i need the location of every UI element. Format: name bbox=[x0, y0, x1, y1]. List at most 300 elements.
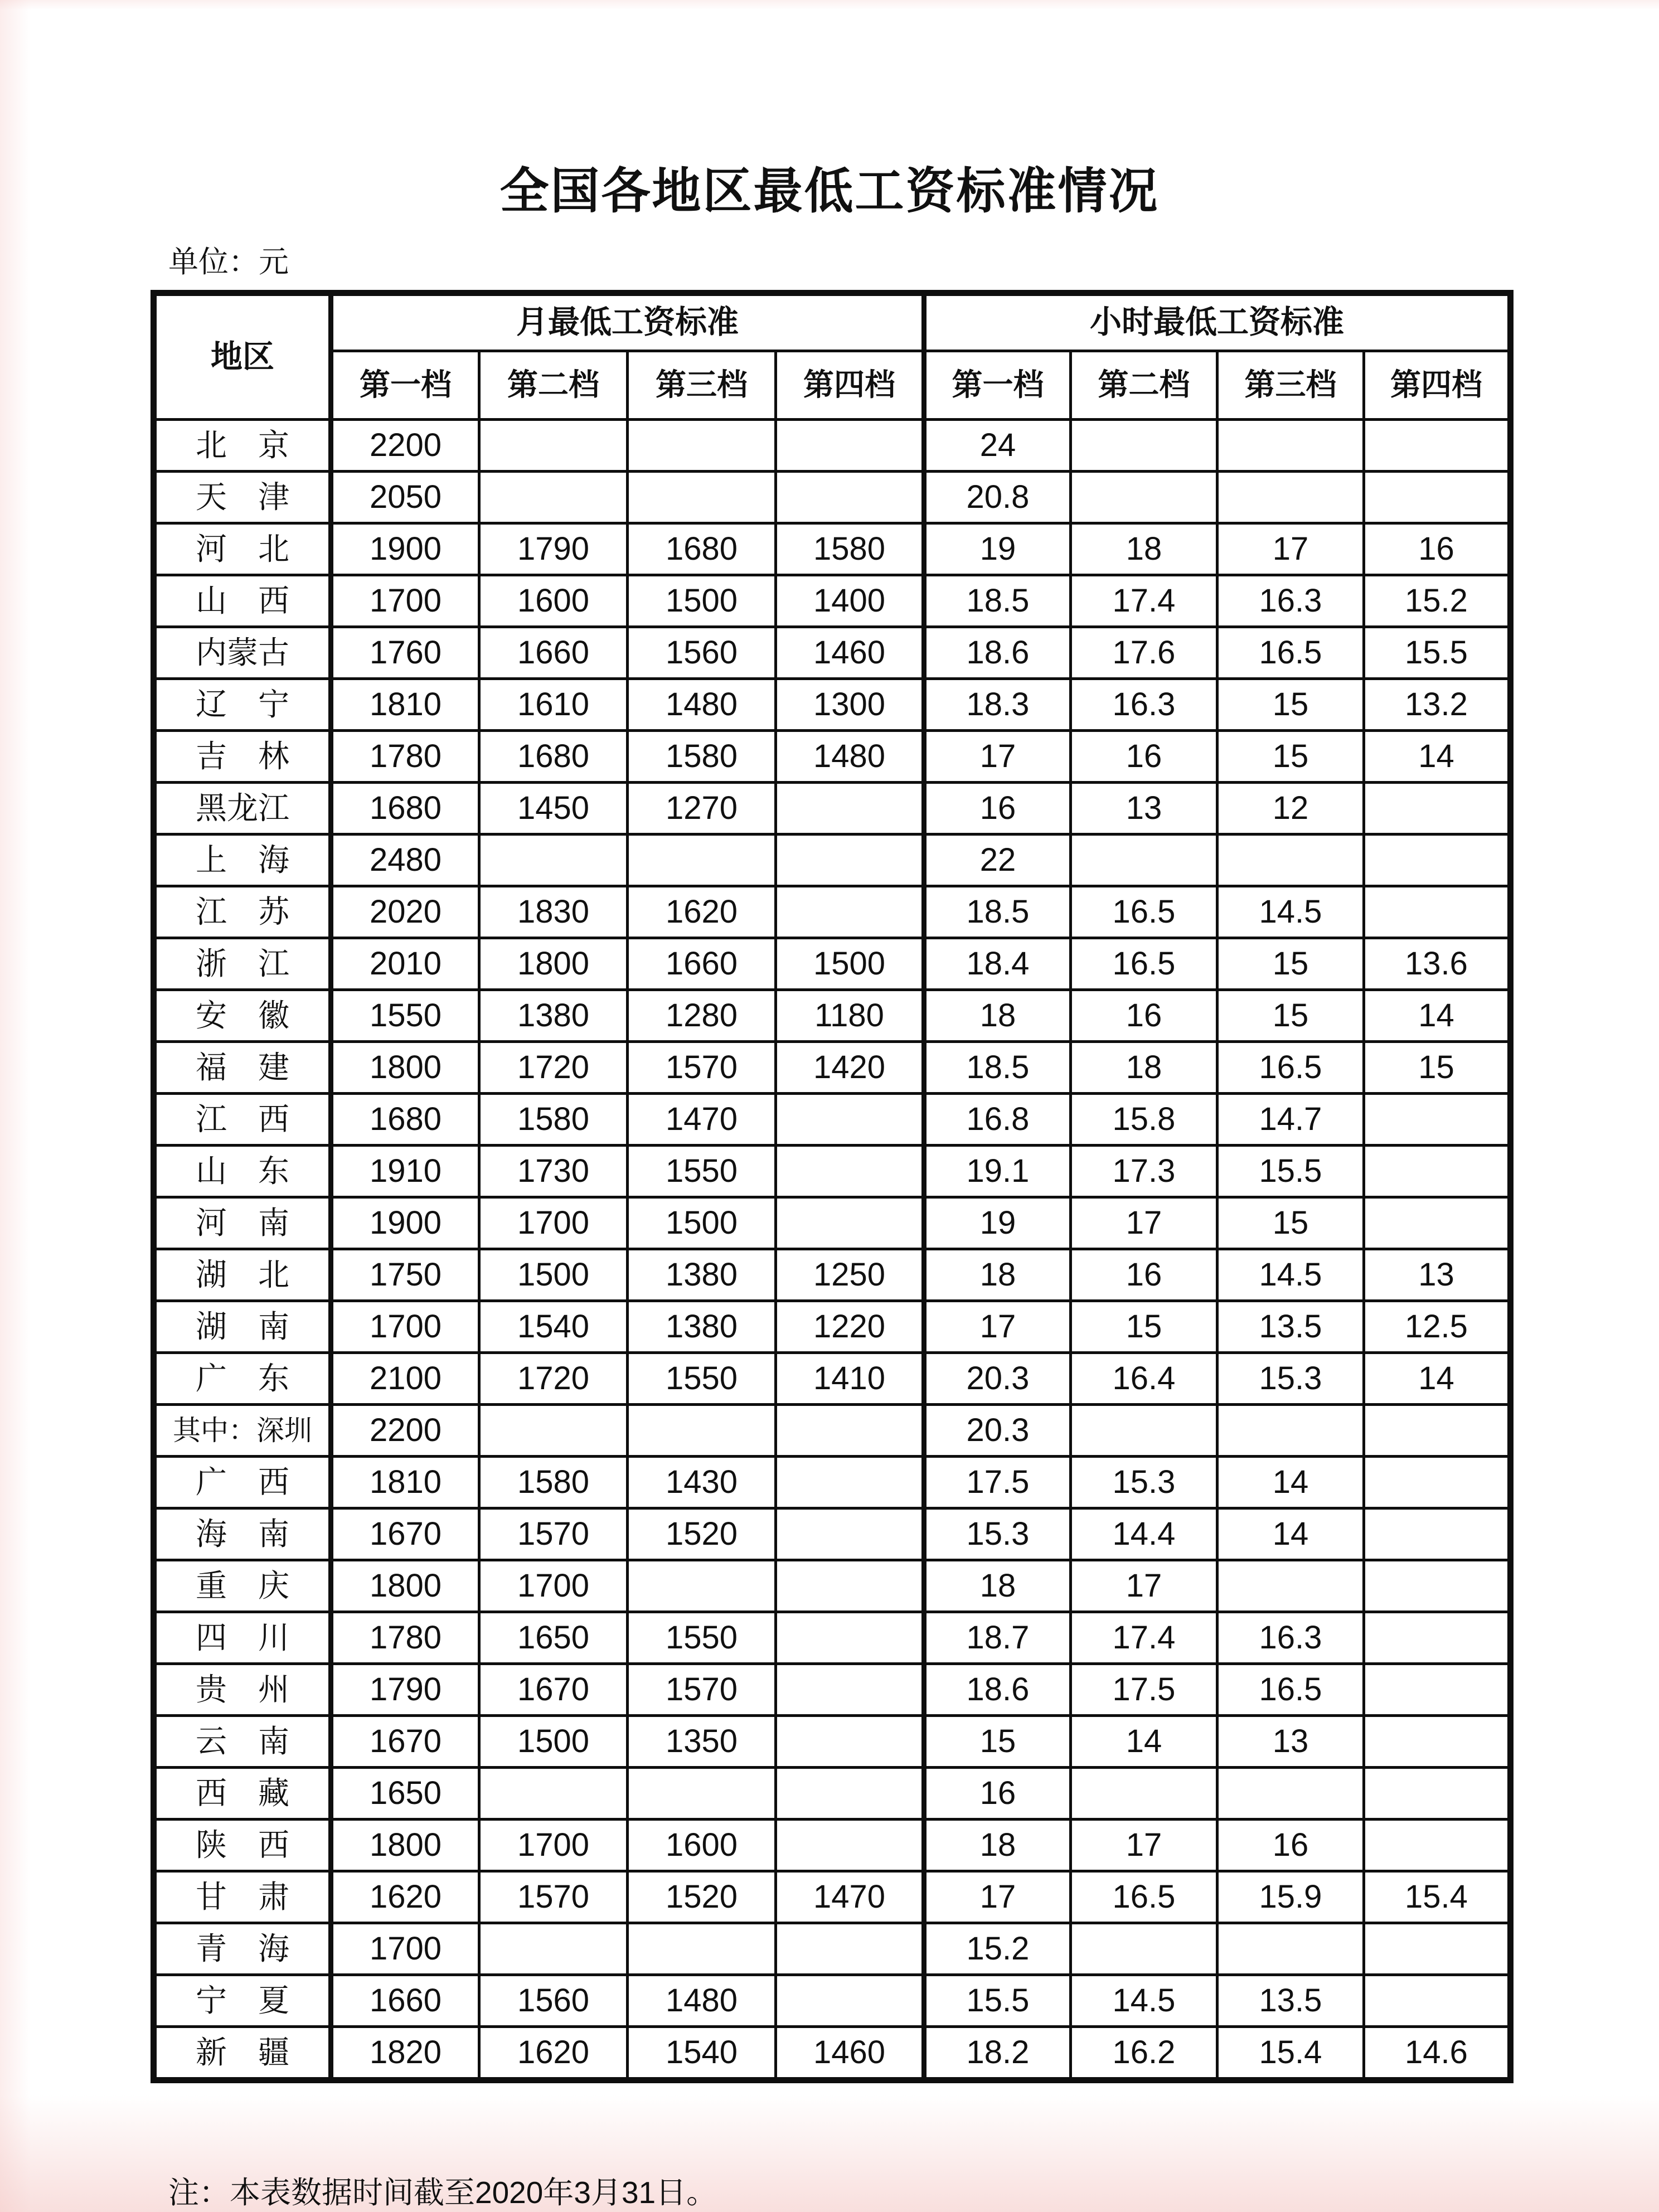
table-row bbox=[154, 1094, 1511, 1146]
hourly-tier-1: 22 bbox=[924, 835, 1071, 886]
hourly-tier-1: 15 bbox=[924, 1716, 1071, 1768]
hourly-tier-1: 20.8 bbox=[924, 472, 1071, 523]
table-row bbox=[154, 1405, 1511, 1457]
monthly-tier-3: 1520 bbox=[628, 1508, 776, 1560]
monthly-tier-3: 1570 bbox=[628, 1042, 776, 1094]
hourly-tier-4: 16 bbox=[1364, 523, 1511, 575]
monthly-tier-1: 2200 bbox=[331, 420, 479, 472]
monthly-tier-2: 1620 bbox=[479, 2027, 628, 2080]
hourly-tier-1: 18.6 bbox=[924, 1664, 1071, 1716]
hourly-tier-4 bbox=[1364, 1508, 1511, 1560]
region-name: 西 藏 bbox=[154, 1768, 331, 1820]
region-name: 新 疆 bbox=[154, 2027, 331, 2080]
hourly-tier-2: 17.4 bbox=[1071, 575, 1217, 627]
monthly-tier-1: 1810 bbox=[331, 679, 479, 731]
hourly-tier-1: 15.3 bbox=[924, 1508, 1071, 1560]
hourly-tier-2: 18 bbox=[1071, 523, 1217, 575]
hourly-tier-2: 13 bbox=[1071, 783, 1217, 835]
hourly-tier-2: 17.6 bbox=[1071, 627, 1217, 679]
table-header bbox=[154, 293, 1511, 420]
table-row bbox=[154, 1197, 1511, 1249]
monthly-tier-3 bbox=[628, 1560, 776, 1612]
monthly-tier-1: 2050 bbox=[331, 472, 479, 523]
hourly-tier-4 bbox=[1364, 1820, 1511, 1871]
hourly-tier-1: 18.4 bbox=[924, 938, 1071, 990]
monthly-tier-3: 1680 bbox=[628, 523, 776, 575]
hourly-tier-2 bbox=[1071, 835, 1217, 886]
hourly-tier-3: 15 bbox=[1217, 731, 1364, 783]
monthly-tier-4: 1400 bbox=[776, 575, 924, 627]
hourly-tier-2 bbox=[1071, 1405, 1217, 1457]
hourly-tier-2: 16.5 bbox=[1071, 886, 1217, 938]
hourly-tier-2 bbox=[1071, 1768, 1217, 1820]
hourly-tier-4 bbox=[1364, 1664, 1511, 1716]
region-name: 宁 夏 bbox=[154, 1975, 331, 2027]
monthly-tier-3: 1380 bbox=[628, 1249, 776, 1301]
hourly-tier-1: 18.6 bbox=[924, 627, 1071, 679]
monthly-tier-1: 2480 bbox=[331, 835, 479, 886]
hourly-tier-2: 17.4 bbox=[1071, 1612, 1217, 1664]
hourly-tier-1: 18.3 bbox=[924, 679, 1071, 731]
region-name: 北 京 bbox=[154, 420, 331, 472]
monthly-tier-4 bbox=[776, 1094, 924, 1146]
monthly-tier-2: 1700 bbox=[479, 1820, 628, 1871]
hourly-tier-3 bbox=[1217, 472, 1364, 523]
table-row bbox=[154, 1457, 1511, 1508]
unit-label: 单位：元 bbox=[168, 245, 289, 279]
region-name: 湖 南 bbox=[154, 1301, 331, 1353]
header-region: 地区 bbox=[154, 293, 331, 420]
hourly-tier-3: 15.9 bbox=[1217, 1871, 1364, 1923]
hourly-tier-1: 17 bbox=[924, 731, 1071, 783]
hourly-tier-1: 18.5 bbox=[924, 886, 1071, 938]
monthly-tier-1: 1750 bbox=[331, 1249, 479, 1301]
hourly-tier-3: 15.4 bbox=[1217, 2027, 1364, 2080]
hourly-tier-1: 18 bbox=[924, 1820, 1071, 1871]
monthly-tier-2 bbox=[479, 472, 628, 523]
hourly-tier-3: 16.3 bbox=[1217, 1612, 1364, 1664]
monthly-tier-3: 1600 bbox=[628, 1820, 776, 1871]
hourly-tier-1: 15.5 bbox=[924, 1975, 1071, 2027]
monthly-tier-3: 1480 bbox=[628, 1975, 776, 2027]
monthly-tier-4 bbox=[776, 886, 924, 938]
table-row bbox=[154, 1249, 1511, 1301]
table-body bbox=[154, 420, 1511, 2080]
monthly-tier-2: 1730 bbox=[479, 1146, 628, 1197]
table-row bbox=[154, 1768, 1511, 1820]
hourly-tier-4 bbox=[1364, 1612, 1511, 1664]
monthly-tier-2: 1570 bbox=[479, 1508, 628, 1560]
hourly-tier-1: 18.5 bbox=[924, 1042, 1071, 1094]
region-name: 海 南 bbox=[154, 1508, 331, 1560]
monthly-tier-2: 1790 bbox=[479, 523, 628, 575]
region-name: 上 海 bbox=[154, 835, 331, 886]
hourly-tier-2: 14 bbox=[1071, 1716, 1217, 1768]
hourly-tier-1: 18 bbox=[924, 990, 1071, 1042]
monthly-tier-4: 1300 bbox=[776, 679, 924, 731]
table-row bbox=[154, 938, 1511, 990]
hourly-tier-2: 18 bbox=[1071, 1042, 1217, 1094]
table-row bbox=[154, 627, 1511, 679]
table-row bbox=[154, 472, 1511, 523]
hourly-tier-2: 16 bbox=[1071, 990, 1217, 1042]
region-name: 甘 肃 bbox=[154, 1871, 331, 1923]
monthly-tier-4 bbox=[776, 1664, 924, 1716]
hourly-tier-3: 13 bbox=[1217, 1716, 1364, 1768]
monthly-tier-1: 1680 bbox=[331, 1094, 479, 1146]
monthly-tier-2 bbox=[479, 1768, 628, 1820]
monthly-tier-1: 1670 bbox=[331, 1716, 479, 1768]
hourly-tier-4: 13 bbox=[1364, 1249, 1511, 1301]
monthly-tier-1: 1650 bbox=[331, 1768, 479, 1820]
hourly-tier-3: 15 bbox=[1217, 679, 1364, 731]
monthly-tier-4: 1410 bbox=[776, 1353, 924, 1405]
hourly-tier-3: 14 bbox=[1217, 1508, 1364, 1560]
monthly-tier-4 bbox=[776, 1457, 924, 1508]
monthly-tier-4: 1580 bbox=[776, 523, 924, 575]
monthly-tier-2: 1720 bbox=[479, 1042, 628, 1094]
monthly-tier-4 bbox=[776, 835, 924, 886]
hourly-tier-3: 13.5 bbox=[1217, 1301, 1364, 1353]
monthly-tier-3: 1480 bbox=[628, 679, 776, 731]
monthly-tier-3: 1270 bbox=[628, 783, 776, 835]
region-name: 黑龙江 bbox=[154, 783, 331, 835]
hourly-tier-1: 19 bbox=[924, 523, 1071, 575]
hourly-tier-2 bbox=[1071, 420, 1217, 472]
region-name: 四 川 bbox=[154, 1612, 331, 1664]
table-row bbox=[154, 1871, 1511, 1923]
table-row bbox=[154, 1301, 1511, 1353]
hourly-tier-3: 14 bbox=[1217, 1457, 1364, 1508]
monthly-tier-4: 1500 bbox=[776, 938, 924, 990]
hourly-tier-2: 14.4 bbox=[1071, 1508, 1217, 1560]
hourly-tier-2 bbox=[1071, 472, 1217, 523]
monthly-tier-2 bbox=[479, 835, 628, 886]
monthly-tier-2: 1700 bbox=[479, 1560, 628, 1612]
hourly-tier-3: 16 bbox=[1217, 1820, 1364, 1871]
hourly-tier-1: 16.8 bbox=[924, 1094, 1071, 1146]
header-hourly-tier-1: 第一档 bbox=[924, 351, 1071, 420]
table-row bbox=[154, 1042, 1511, 1094]
hourly-tier-4: 14 bbox=[1364, 731, 1511, 783]
table-row bbox=[154, 1612, 1511, 1664]
hourly-tier-2: 16 bbox=[1071, 731, 1217, 783]
hourly-tier-2: 15.3 bbox=[1071, 1457, 1217, 1508]
header-monthly-group: 月最低工资标准 bbox=[331, 293, 924, 351]
hourly-tier-3: 16.5 bbox=[1217, 1664, 1364, 1716]
table-row bbox=[154, 1353, 1511, 1405]
monthly-tier-4 bbox=[776, 1820, 924, 1871]
monthly-tier-1: 1780 bbox=[331, 1612, 479, 1664]
hourly-tier-4: 15.2 bbox=[1364, 575, 1511, 627]
hourly-tier-2: 17 bbox=[1071, 1820, 1217, 1871]
monthly-tier-4 bbox=[776, 1146, 924, 1197]
region-name: 广 西 bbox=[154, 1457, 331, 1508]
region-name: 江 西 bbox=[154, 1094, 331, 1146]
hourly-tier-3: 14.5 bbox=[1217, 886, 1364, 938]
monthly-tier-1: 1620 bbox=[331, 1871, 479, 1923]
region-name: 陕 西 bbox=[154, 1820, 331, 1871]
monthly-tier-1: 1800 bbox=[331, 1042, 479, 1094]
hourly-tier-2: 15.8 bbox=[1071, 1094, 1217, 1146]
hourly-tier-4: 14 bbox=[1364, 990, 1511, 1042]
hourly-tier-3: 17 bbox=[1217, 523, 1364, 575]
table-row bbox=[154, 679, 1511, 731]
hourly-tier-1: 20.3 bbox=[924, 1405, 1071, 1457]
monthly-tier-3: 1380 bbox=[628, 1301, 776, 1353]
region-name: 青 海 bbox=[154, 1923, 331, 1975]
monthly-tier-2: 1680 bbox=[479, 731, 628, 783]
monthly-tier-3: 1550 bbox=[628, 1353, 776, 1405]
monthly-tier-1: 1700 bbox=[331, 1301, 479, 1353]
monthly-tier-1: 1900 bbox=[331, 523, 479, 575]
hourly-tier-1: 18 bbox=[924, 1249, 1071, 1301]
table-row bbox=[154, 523, 1511, 575]
header-group-row bbox=[154, 293, 1511, 351]
monthly-tier-3: 1470 bbox=[628, 1094, 776, 1146]
hourly-tier-3: 15 bbox=[1217, 1197, 1364, 1249]
hourly-tier-4: 14 bbox=[1364, 1353, 1511, 1405]
region-name: 内蒙古 bbox=[154, 627, 331, 679]
monthly-tier-4 bbox=[776, 1508, 924, 1560]
hourly-tier-4 bbox=[1364, 1457, 1511, 1508]
region-name: 江 苏 bbox=[154, 886, 331, 938]
monthly-tier-1: 2100 bbox=[331, 1353, 479, 1405]
hourly-tier-4 bbox=[1364, 1768, 1511, 1820]
hourly-tier-3: 15.3 bbox=[1217, 1353, 1364, 1405]
monthly-tier-1: 1820 bbox=[331, 2027, 479, 2080]
table-row bbox=[154, 1716, 1511, 1768]
hourly-tier-1: 19.1 bbox=[924, 1146, 1071, 1197]
hourly-tier-3: 13.5 bbox=[1217, 1975, 1364, 2027]
hourly-tier-3: 15.5 bbox=[1217, 1146, 1364, 1197]
hourly-tier-4 bbox=[1364, 1146, 1511, 1197]
monthly-tier-2: 1380 bbox=[479, 990, 628, 1042]
hourly-tier-2: 16 bbox=[1071, 1249, 1217, 1301]
monthly-tier-4: 1470 bbox=[776, 1871, 924, 1923]
monthly-tier-2 bbox=[479, 1405, 628, 1457]
hourly-tier-3 bbox=[1217, 1923, 1364, 1975]
hourly-tier-4: 13.6 bbox=[1364, 938, 1511, 990]
monthly-tier-2: 1570 bbox=[479, 1871, 628, 1923]
monthly-tier-3 bbox=[628, 1768, 776, 1820]
region-name: 河 北 bbox=[154, 523, 331, 575]
monthly-tier-3: 1580 bbox=[628, 731, 776, 783]
hourly-tier-4 bbox=[1364, 420, 1511, 472]
monthly-tier-1: 1800 bbox=[331, 1820, 479, 1871]
monthly-tier-4 bbox=[776, 1612, 924, 1664]
monthly-tier-2: 1450 bbox=[479, 783, 628, 835]
monthly-tier-4: 1180 bbox=[776, 990, 924, 1042]
header-hourly-tier-2: 第二档 bbox=[1071, 351, 1217, 420]
monthly-tier-4 bbox=[776, 420, 924, 472]
monthly-tier-1: 1780 bbox=[331, 731, 479, 783]
hourly-tier-3: 16.5 bbox=[1217, 1042, 1364, 1094]
monthly-tier-4 bbox=[776, 1975, 924, 2027]
monthly-tier-3: 1570 bbox=[628, 1664, 776, 1716]
hourly-tier-3: 12 bbox=[1217, 783, 1364, 835]
monthly-tier-1: 1680 bbox=[331, 783, 479, 835]
table-row bbox=[154, 2027, 1511, 2080]
hourly-tier-2: 15 bbox=[1071, 1301, 1217, 1353]
table-row bbox=[154, 1146, 1511, 1197]
hourly-tier-2: 17.3 bbox=[1071, 1146, 1217, 1197]
monthly-tier-1: 2200 bbox=[331, 1405, 479, 1457]
monthly-tier-2 bbox=[479, 420, 628, 472]
hourly-tier-3: 15 bbox=[1217, 990, 1364, 1042]
hourly-tier-2 bbox=[1071, 1923, 1217, 1975]
table-row bbox=[154, 731, 1511, 783]
hourly-tier-1: 16 bbox=[924, 1768, 1071, 1820]
hourly-tier-1: 18.2 bbox=[924, 2027, 1071, 2080]
header-monthly-tier-3: 第三档 bbox=[628, 351, 776, 420]
region-name: 辽 宁 bbox=[154, 679, 331, 731]
region-name: 山 西 bbox=[154, 575, 331, 627]
monthly-tier-4 bbox=[776, 1405, 924, 1457]
monthly-tier-2: 1800 bbox=[479, 938, 628, 990]
hourly-tier-2: 17 bbox=[1071, 1560, 1217, 1612]
monthly-tier-4 bbox=[776, 1768, 924, 1820]
hourly-tier-4: 15.5 bbox=[1364, 627, 1511, 679]
monthly-tier-3 bbox=[628, 472, 776, 523]
monthly-tier-2: 1500 bbox=[479, 1249, 628, 1301]
header-hourly-tier-3: 第三档 bbox=[1217, 351, 1364, 420]
monthly-tier-3: 1550 bbox=[628, 1612, 776, 1664]
monthly-tier-2: 1560 bbox=[479, 1975, 628, 2027]
hourly-tier-4 bbox=[1364, 1405, 1511, 1457]
monthly-tier-4 bbox=[776, 472, 924, 523]
region-name: 广 东 bbox=[154, 1353, 331, 1405]
hourly-tier-1: 17 bbox=[924, 1301, 1071, 1353]
table-row bbox=[154, 990, 1511, 1042]
hourly-tier-4: 13.2 bbox=[1364, 679, 1511, 731]
monthly-tier-1: 1550 bbox=[331, 990, 479, 1042]
table-row bbox=[154, 835, 1511, 886]
hourly-tier-4: 15.4 bbox=[1364, 1871, 1511, 1923]
monthly-tier-3: 1660 bbox=[628, 938, 776, 990]
hourly-tier-4 bbox=[1364, 1716, 1511, 1768]
monthly-tier-2: 1600 bbox=[479, 575, 628, 627]
hourly-tier-1: 17.5 bbox=[924, 1457, 1071, 1508]
hourly-tier-3: 16.3 bbox=[1217, 575, 1364, 627]
monthly-tier-2: 1830 bbox=[479, 886, 628, 938]
monthly-tier-3: 1620 bbox=[628, 886, 776, 938]
hourly-tier-2: 17.5 bbox=[1071, 1664, 1217, 1716]
hourly-tier-3: 15 bbox=[1217, 938, 1364, 990]
monthly-tier-3: 1430 bbox=[628, 1457, 776, 1508]
hourly-tier-3: 16.5 bbox=[1217, 627, 1364, 679]
hourly-tier-4 bbox=[1364, 1094, 1511, 1146]
monthly-tier-1: 1900 bbox=[331, 1197, 479, 1249]
region-name: 云 南 bbox=[154, 1716, 331, 1768]
hourly-tier-3 bbox=[1217, 1405, 1364, 1457]
monthly-tier-1: 2020 bbox=[331, 886, 479, 938]
monthly-tier-3: 1560 bbox=[628, 627, 776, 679]
monthly-tier-4: 1250 bbox=[776, 1249, 924, 1301]
monthly-tier-2: 1670 bbox=[479, 1664, 628, 1716]
region-name: 重 庆 bbox=[154, 1560, 331, 1612]
monthly-tier-3: 1350 bbox=[628, 1716, 776, 1768]
monthly-tier-3: 1500 bbox=[628, 1197, 776, 1249]
monthly-tier-1: 1700 bbox=[331, 575, 479, 627]
region-name: 福 建 bbox=[154, 1042, 331, 1094]
region-name: 河 南 bbox=[154, 1197, 331, 1249]
hourly-tier-3 bbox=[1217, 1768, 1364, 1820]
hourly-tier-2: 16.5 bbox=[1071, 1871, 1217, 1923]
table-row bbox=[154, 886, 1511, 938]
monthly-tier-2: 1500 bbox=[479, 1716, 628, 1768]
table-row bbox=[154, 1560, 1511, 1612]
region-name: 山 东 bbox=[154, 1146, 331, 1197]
hourly-tier-2: 16.2 bbox=[1071, 2027, 1217, 2080]
table-row bbox=[154, 420, 1511, 472]
monthly-tier-4: 1220 bbox=[776, 1301, 924, 1353]
monthly-tier-3: 1540 bbox=[628, 2027, 776, 2080]
monthly-tier-4: 1460 bbox=[776, 627, 924, 679]
header-hourly-tier-4: 第四档 bbox=[1364, 351, 1511, 420]
monthly-tier-4 bbox=[776, 1716, 924, 1768]
monthly-tier-4 bbox=[776, 1560, 924, 1612]
hourly-tier-2: 17 bbox=[1071, 1197, 1217, 1249]
region-name: 天 津 bbox=[154, 472, 331, 523]
table-row bbox=[154, 1820, 1511, 1871]
hourly-tier-1: 15.2 bbox=[924, 1923, 1071, 1975]
hourly-tier-3: 14.5 bbox=[1217, 1249, 1364, 1301]
page-title: 全国各地区最低工资标准情况 bbox=[499, 163, 1160, 219]
hourly-tier-3 bbox=[1217, 1560, 1364, 1612]
monthly-tier-1: 1790 bbox=[331, 1664, 479, 1716]
monthly-tier-4 bbox=[776, 1197, 924, 1249]
region-name: 安 徽 bbox=[154, 990, 331, 1042]
hourly-tier-4: 15 bbox=[1364, 1042, 1511, 1094]
monthly-tier-2: 1580 bbox=[479, 1457, 628, 1508]
minimum-wage-table bbox=[151, 290, 1514, 2083]
monthly-tier-1: 1700 bbox=[331, 1923, 479, 1975]
hourly-tier-1: 18.5 bbox=[924, 575, 1071, 627]
region-name: 浙 江 bbox=[154, 938, 331, 990]
monthly-tier-3 bbox=[628, 1405, 776, 1457]
hourly-tier-1: 16 bbox=[924, 783, 1071, 835]
monthly-tier-4: 1480 bbox=[776, 731, 924, 783]
table-row bbox=[154, 783, 1511, 835]
monthly-tier-4: 1420 bbox=[776, 1042, 924, 1094]
header-tier-row bbox=[154, 351, 1511, 420]
monthly-tier-3 bbox=[628, 420, 776, 472]
header-monthly-tier-2: 第二档 bbox=[479, 351, 628, 420]
table-row bbox=[154, 1664, 1511, 1716]
monthly-tier-1: 2010 bbox=[331, 938, 479, 990]
table-row bbox=[154, 1923, 1511, 1975]
monthly-tier-2: 1720 bbox=[479, 1353, 628, 1405]
footnote: 注：本表数据时间截至2020年3月31日。 bbox=[168, 2175, 717, 2210]
hourly-tier-4 bbox=[1364, 1560, 1511, 1612]
hourly-tier-2: 16.5 bbox=[1071, 938, 1217, 990]
region-name: 其中：深圳 bbox=[154, 1405, 331, 1457]
monthly-tier-3: 1520 bbox=[628, 1871, 776, 1923]
monthly-tier-3 bbox=[628, 1923, 776, 1975]
monthly-tier-2: 1540 bbox=[479, 1301, 628, 1353]
hourly-tier-4 bbox=[1364, 1197, 1511, 1249]
header-monthly-tier-4: 第四档 bbox=[776, 351, 924, 420]
monthly-tier-2: 1580 bbox=[479, 1094, 628, 1146]
hourly-tier-4: 14.6 bbox=[1364, 2027, 1511, 2080]
header-hourly-group: 小时最低工资标准 bbox=[924, 293, 1511, 351]
hourly-tier-1: 20.3 bbox=[924, 1353, 1071, 1405]
monthly-tier-1: 1660 bbox=[331, 1975, 479, 2027]
hourly-tier-4 bbox=[1364, 835, 1511, 886]
hourly-tier-3: 14.7 bbox=[1217, 1094, 1364, 1146]
monthly-tier-4 bbox=[776, 783, 924, 835]
